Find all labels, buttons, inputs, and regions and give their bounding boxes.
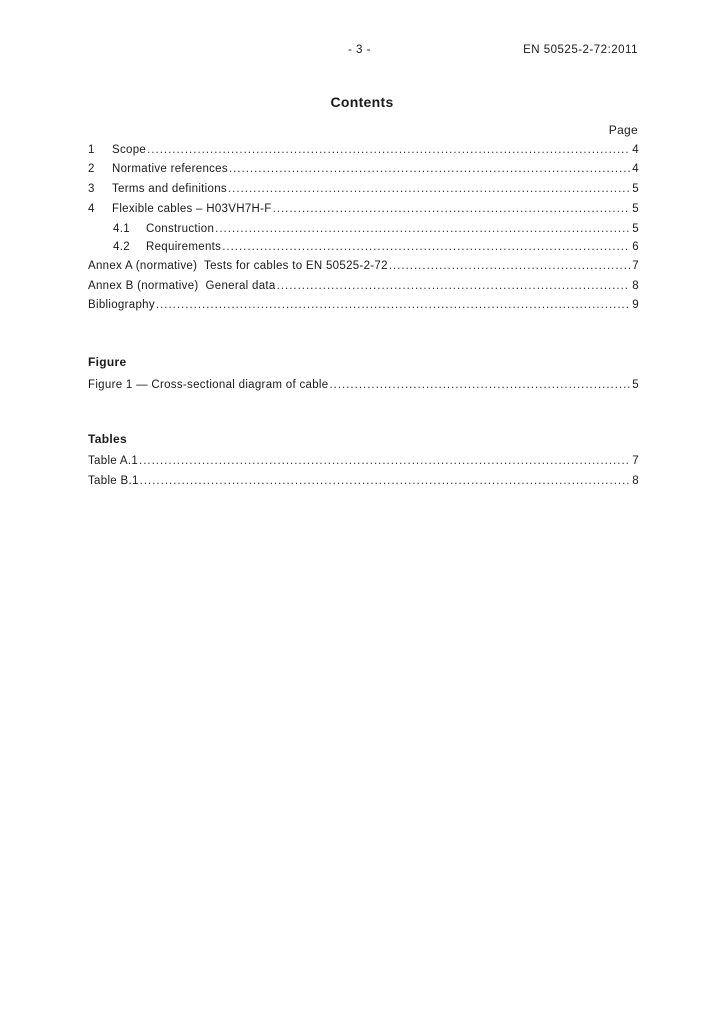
toc-entry-label: Table A.1 bbox=[88, 455, 139, 467]
toc-entry-annex-b[interactable] bbox=[88, 280, 639, 296]
toc-entry-label: Normative references bbox=[112, 163, 228, 175]
toc-entry-bibliography[interactable] bbox=[88, 299, 639, 315]
page-column-label: Page bbox=[608, 123, 638, 137]
dot-leader bbox=[329, 379, 630, 391]
toc-entry-page: 8 bbox=[632, 475, 639, 487]
toc-entry-label: Construction bbox=[146, 223, 215, 235]
dot-leader bbox=[222, 241, 630, 253]
toc-entry-label: Bibliography bbox=[88, 299, 155, 311]
toc-entry-normative-references[interactable] bbox=[88, 163, 639, 179]
toc-entry-number: 3 bbox=[88, 183, 95, 195]
dot-leader bbox=[140, 475, 631, 487]
toc-entry-label: Terms and definitions bbox=[112, 183, 227, 195]
toc-entry-page: 6 bbox=[632, 241, 639, 253]
dot-leader bbox=[139, 455, 630, 467]
toc-entry-number: 2 bbox=[88, 163, 95, 175]
toc-entry-number: 1 bbox=[88, 144, 95, 156]
tables-heading: Tables bbox=[88, 432, 127, 446]
toc-entry-table-a1[interactable] bbox=[88, 455, 639, 471]
toc-entry-annex-a[interactable] bbox=[88, 260, 639, 276]
toc-entry-terms-and-definitions[interactable] bbox=[88, 183, 639, 199]
toc-entry-number: 4.1 bbox=[113, 223, 130, 235]
toc-entry-page: 5 bbox=[632, 183, 639, 195]
dot-leader bbox=[215, 223, 630, 235]
contents-title: Contents bbox=[330, 94, 394, 110]
page-number: - 3 - bbox=[348, 44, 371, 56]
toc-entry-label: Figure 1 — Cross-sectional diagram of cable bbox=[88, 379, 329, 391]
toc-entry-page: 5 bbox=[632, 223, 639, 235]
dot-leader bbox=[277, 280, 631, 292]
dot-leader bbox=[229, 163, 630, 175]
toc-entry-page: 4 bbox=[632, 144, 639, 156]
toc-entry-number: 4 bbox=[88, 203, 95, 215]
toc-entry-page: 5 bbox=[632, 203, 639, 215]
dot-leader bbox=[156, 299, 630, 311]
toc-entry-label: Table B.1 bbox=[88, 475, 139, 487]
toc-entry-page: 8 bbox=[632, 280, 639, 292]
toc-entry-page: 7 bbox=[632, 455, 639, 467]
toc-entry-page: 4 bbox=[632, 163, 639, 175]
toc-entry-construction[interactable] bbox=[113, 223, 639, 239]
toc-entry-label: Annex B (normative) General data bbox=[88, 280, 276, 292]
toc-entry-table-b1[interactable] bbox=[88, 475, 639, 491]
toc-entry-label: Annex A (normative) Tests for cables to EN 50525-2-72 bbox=[88, 260, 388, 272]
figure-heading: Figure bbox=[88, 355, 127, 369]
dot-leader bbox=[273, 203, 631, 215]
toc-entry-number: 4.2 bbox=[113, 241, 130, 253]
toc-entry-label: Scope bbox=[112, 144, 147, 156]
toc-entry-page: 9 bbox=[632, 299, 639, 311]
toc-entry-page: 7 bbox=[632, 260, 639, 272]
toc-entry-label: Requirements bbox=[146, 241, 222, 253]
dot-leader bbox=[389, 260, 630, 272]
toc-entry-flexible-cables[interactable] bbox=[88, 203, 639, 219]
toc-entry-requirements[interactable] bbox=[113, 241, 639, 257]
dot-leader bbox=[228, 183, 630, 195]
dot-leader bbox=[147, 144, 630, 156]
toc-entry-label: Flexible cables – H03VH7H-F bbox=[112, 203, 272, 215]
toc-entry-scope[interactable] bbox=[88, 144, 639, 160]
toc-entry-figure-1[interactable] bbox=[88, 379, 639, 395]
toc-entry-page: 5 bbox=[632, 379, 639, 391]
document-id: EN 50525-2-72:2011 bbox=[523, 44, 638, 56]
